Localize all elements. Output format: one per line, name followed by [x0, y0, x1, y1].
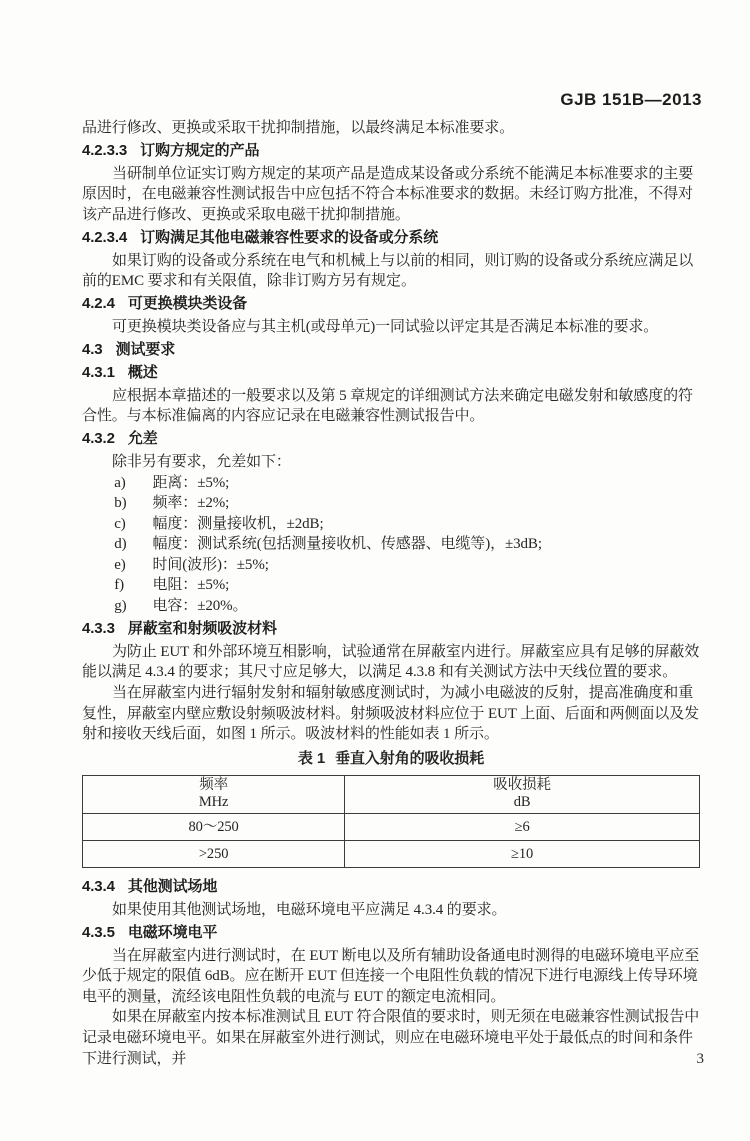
tolerance-item-text: 电容：±20%。	[152, 598, 248, 615]
section-heading-4-3-1	[82, 363, 700, 384]
tolerance-item-text: 电阻：±5%;	[152, 577, 230, 594]
continued-paragraph: 品进行修改、更换或采取干扰抑制措施，以最终满足本标准要求。	[82, 120, 515, 136]
table-1-caption	[82, 749, 700, 770]
header-unit: MHz	[198, 793, 229, 810]
tolerance-item	[82, 534, 700, 555]
header-label: 吸收损耗	[493, 777, 551, 794]
section-title: 可更换模块类设备	[127, 295, 248, 313]
table-row	[83, 814, 700, 841]
tolerance-item	[82, 555, 700, 576]
tolerance-item-label: a)	[114, 474, 126, 491]
tolerance-item-label: e)	[114, 556, 126, 573]
tolerance-item-text: 幅度：测试系统(包括测量接收机、传感器、电缆等)，±3dB;	[152, 536, 542, 553]
section-4-2-3-4-paragraph: 如果订购的设备或分系统在电气和机械上与以前的相同，则订购的设备或分系统应满足以前的EMC 要求和有关限值，除非订购方另有规定。	[82, 252, 694, 290]
section-title: 概述	[127, 364, 158, 382]
section-heading-4-3-2	[82, 429, 700, 450]
table-header-frequency	[83, 776, 345, 814]
section-title: 允差	[127, 430, 158, 448]
loss-cell: ≥6	[345, 814, 700, 841]
section-number: 4.2.3.3	[82, 142, 128, 160]
section-heading-4-3-4	[82, 877, 700, 898]
section-4-2-4-paragraph: 可更换模块类设备应与其主机(或母单元)一同试验以评定其是否满足本标准的要求。	[112, 318, 659, 335]
section-number: 4.2.4	[82, 295, 115, 313]
header-label: 频率	[199, 777, 229, 794]
tolerance-item-text: 距离：±5%;	[152, 474, 230, 491]
table-header-loss	[345, 776, 700, 814]
section-heading-4-3-3	[82, 619, 700, 640]
tolerance-item-label: c)	[114, 515, 126, 532]
section-title: 订购满足其他电磁兼容性要求的设备或分系统	[140, 228, 439, 246]
section-title: 屏蔽室和射频吸波材料	[127, 620, 277, 638]
table-header-row	[83, 776, 700, 814]
tolerance-item	[82, 514, 700, 535]
section-4-3-5-paragraph-2: 如果在屏蔽室内按本标准测试且 EUT 符合限值的要求时，则无须在电磁兼容性测试报告中记录电磁环境电平。如果在屏蔽室外进行测试，则应在电磁环境电平处于最低点的时间和条件下进行测试，并	[82, 1009, 700, 1067]
section-4-2-3-3-paragraph: 当研制单位证实订购方规定的某项产品是造成某设备或分系统不能满足本标准要求的主要原因时，在电磁兼容性测试报告中应包括不符合本标准要求的数据。未经订购方批准，不得对该产品进行修改、更换或采取电磁干扰抑制措施。	[82, 165, 694, 223]
section-4-3-2-intro: 除非另有要求，允差如下：	[112, 453, 291, 470]
section-4-3-3-paragraph-2: 当在屏蔽室内进行辐射发射和辐射敏感度测试时，为减小电磁波的反射，提高准确度和重复性，屏蔽室内壁应敷设射频吸波材料。射频吸波材料应位于 EUT 上面、后面和两侧面以及发射和接收天线后面，如图 1 所示。吸波材料的性能如表 1 所示。	[82, 684, 699, 743]
tolerance-item	[82, 575, 700, 596]
header-unit: dB	[513, 793, 531, 810]
section-title: 订购方规定的产品	[140, 142, 260, 160]
tolerance-item-text: 频率：±2%;	[152, 495, 230, 512]
section-heading-4-2-4	[82, 294, 700, 315]
loss-cell: ≥10	[345, 841, 700, 868]
table-row	[83, 841, 700, 868]
section-4-3-5-paragraph-1: 当在屏蔽室内进行测试时，在 EUT 断电以及所有辅助设备通电时测得的电磁环境电平应至少低于规定的限值 6dB。应在断开 EUT 但连接一个电阻性负载的情况下进行电源线上传导环境电平的测量，流经该电阻性负载的电流与 EUT 的额定电流相同。	[82, 947, 700, 1005]
tolerance-item	[82, 473, 700, 494]
section-4-3-1-paragraph: 应根据本章描述的一般要求以及第 5 章规定的详细测试方法来确定电磁发射和敏感度的符合性。与本标准偏离的内容应记录在电磁兼容性测试报告中。	[82, 387, 693, 425]
page-number: 3	[696, 1051, 704, 1067]
table-caption-number: 表 1	[297, 749, 326, 767]
tolerance-item-label: d)	[114, 536, 127, 553]
section-heading-4-2-3-4	[82, 228, 700, 249]
tolerance-item	[82, 596, 700, 617]
section-heading-4-3-5	[82, 923, 700, 944]
tolerance-item-label: f)	[114, 577, 125, 594]
section-number: 4.3.1	[82, 364, 115, 382]
tolerance-item-text: 时间(波形)：±5%;	[152, 556, 269, 573]
tolerance-item-label: b)	[114, 495, 127, 512]
section-4-3-3-paragraph-1: 为防止 EUT 和外部环境互相影响，试验通常在屏蔽室内进行。屏蔽室应具有足够的屏蔽效能以满足 4.3.4 的要求；其尺寸应足够大，以满足 4.3.8 和有关测试方法中天线位置的要求。	[82, 643, 700, 681]
tolerance-item	[82, 493, 700, 514]
tolerance-item-text: 幅度：测量接收机，±2dB;	[152, 515, 324, 532]
frequency-cell: 80～250	[83, 814, 345, 841]
section-heading-4-3	[82, 340, 700, 361]
section-title: 电磁环境电平	[127, 924, 218, 941]
section-number: 4.3.3	[82, 620, 115, 638]
section-number: 4.3.5	[82, 924, 115, 941]
absorption-loss-table	[82, 775, 700, 868]
section-number: 4.3	[82, 340, 103, 358]
section-number: 4.3.2	[82, 430, 115, 448]
section-4-3-4-paragraph: 如果使用其他测试场地，电磁环境电平应满足 4.3.4 的要求。	[112, 901, 507, 918]
section-title: 其他测试场地	[127, 878, 218, 896]
table-caption-title: 垂直入射角的吸收损耗	[335, 749, 485, 767]
section-heading-4-2-3-3	[82, 141, 700, 162]
page-content	[82, 118, 700, 1069]
frequency-cell: >250	[83, 841, 345, 868]
standard-code-header: GJB 151B—2013	[560, 90, 702, 109]
section-number: 4.3.4	[82, 878, 115, 896]
tolerance-item-label: g)	[114, 598, 127, 615]
section-title: 测试要求	[115, 340, 176, 358]
section-number: 4.2.3.4	[82, 228, 128, 246]
